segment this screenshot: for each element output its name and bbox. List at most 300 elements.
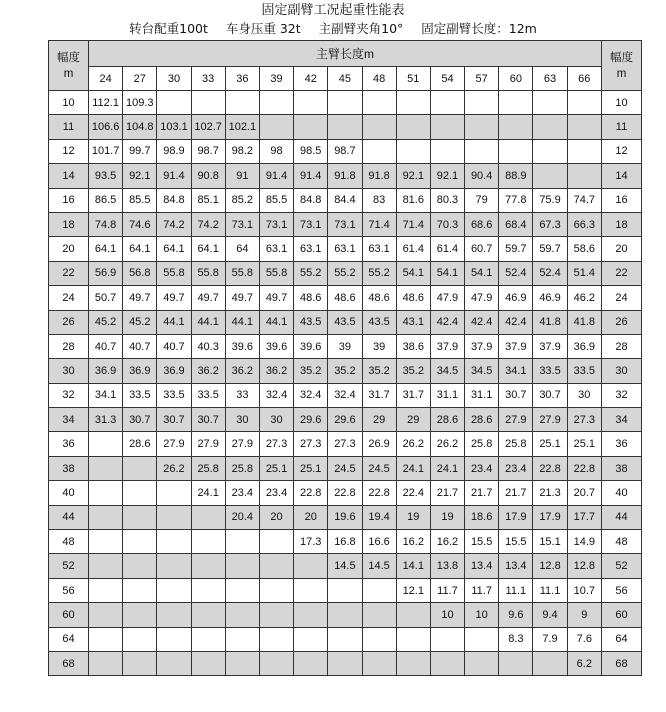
capacity-cell: 40.7 xyxy=(89,334,123,358)
capacity-cell: 29.6 xyxy=(328,408,362,432)
capacity-cell: 15.5 xyxy=(465,530,499,554)
lifting-capacity-table xyxy=(48,40,642,676)
capacity-cell: 32.4 xyxy=(328,383,362,407)
capacity-cell: 13.4 xyxy=(499,554,533,578)
capacity-cell: 16.8 xyxy=(328,530,362,554)
capacity-cell: 63.1 xyxy=(362,237,396,261)
table-row xyxy=(49,310,642,334)
capacity-cell: 37.9 xyxy=(430,334,464,358)
radius-cell-left: 11 xyxy=(49,115,89,139)
boom-length-cell: 42 xyxy=(294,67,328,91)
capacity-cell: 25.1 xyxy=(294,456,328,480)
capacity-cell: 42.4 xyxy=(430,310,464,334)
capacity-cell xyxy=(465,139,499,163)
capacity-cell: 73.1 xyxy=(259,212,293,236)
capacity-cell xyxy=(123,456,157,480)
capacity-cell xyxy=(499,91,533,115)
capacity-cell: 36.9 xyxy=(89,359,123,383)
capacity-cell: 56.8 xyxy=(123,261,157,285)
capacity-cell: 10.7 xyxy=(567,578,601,602)
capacity-cell xyxy=(499,651,533,675)
capacity-cell: 24.1 xyxy=(430,456,464,480)
capacity-cell: 71.4 xyxy=(396,212,430,236)
capacity-cell: 36.9 xyxy=(123,359,157,383)
capacity-cell xyxy=(533,91,567,115)
capacity-cell: 48.6 xyxy=(294,286,328,310)
capacity-cell xyxy=(430,627,464,651)
radius-cell-right: 60 xyxy=(601,603,641,627)
capacity-cell: 55.2 xyxy=(362,261,396,285)
capacity-cell xyxy=(89,432,123,456)
radius-header-left xyxy=(49,41,89,91)
radius-cell-left: 60 xyxy=(49,603,89,627)
capacity-cell: 37.9 xyxy=(533,334,567,358)
capacity-cell: 7.9 xyxy=(533,627,567,651)
capacity-cell xyxy=(157,481,191,505)
capacity-cell xyxy=(396,627,430,651)
radius-cell-left: 24 xyxy=(49,286,89,310)
capacity-cell xyxy=(89,530,123,554)
capacity-cell xyxy=(123,481,157,505)
capacity-cell: 104.8 xyxy=(123,115,157,139)
capacity-cell xyxy=(157,651,191,675)
capacity-cell: 27.3 xyxy=(259,432,293,456)
capacity-cell: 31.7 xyxy=(396,383,430,407)
radius-cell-right: 44 xyxy=(601,505,641,529)
capacity-cell xyxy=(533,651,567,675)
capacity-cell xyxy=(430,91,464,115)
capacity-cell: 46.9 xyxy=(533,286,567,310)
capacity-cell: 20 xyxy=(294,505,328,529)
capacity-cell xyxy=(191,530,225,554)
capacity-cell: 90.8 xyxy=(191,164,225,188)
capacity-cell xyxy=(430,115,464,139)
capacity-cell: 43.5 xyxy=(328,310,362,334)
capacity-cell: 17.3 xyxy=(294,530,328,554)
capacity-cell xyxy=(567,115,601,139)
capacity-cell xyxy=(362,603,396,627)
capacity-cell: 85.2 xyxy=(225,188,259,212)
boom-length-cell: 51 xyxy=(396,67,430,91)
capacity-cell: 64.1 xyxy=(89,237,123,261)
capacity-cell: 59.7 xyxy=(533,237,567,261)
capacity-cell xyxy=(191,554,225,578)
capacity-cell: 54.1 xyxy=(430,261,464,285)
capacity-cell xyxy=(259,603,293,627)
capacity-cell: 35.2 xyxy=(328,359,362,383)
capacity-cell: 11.7 xyxy=(430,578,464,602)
capacity-cell: 25.8 xyxy=(465,432,499,456)
capacity-cell: 46.9 xyxy=(499,286,533,310)
capacity-cell: 60.7 xyxy=(465,237,499,261)
capacity-cell: 9.4 xyxy=(533,603,567,627)
capacity-cell: 24.1 xyxy=(191,481,225,505)
capacity-cell: 10 xyxy=(430,603,464,627)
capacity-cell xyxy=(191,651,225,675)
capacity-cell xyxy=(89,603,123,627)
capacity-cell: 44.1 xyxy=(225,310,259,334)
capacity-cell: 30.7 xyxy=(191,408,225,432)
capacity-cell xyxy=(157,578,191,602)
capacity-cell: 55.2 xyxy=(294,261,328,285)
capacity-cell: 31.1 xyxy=(430,383,464,407)
table-row xyxy=(49,408,642,432)
table-row xyxy=(49,578,642,602)
capacity-cell: 47.9 xyxy=(465,286,499,310)
capacity-cell: 21.7 xyxy=(499,481,533,505)
capacity-cell: 61.4 xyxy=(396,237,430,261)
capacity-cell: 36.2 xyxy=(225,359,259,383)
boom-length-cell: 66 xyxy=(567,67,601,91)
radius-cell-right: 10 xyxy=(601,91,641,115)
capacity-cell xyxy=(191,578,225,602)
capacity-cell: 33.5 xyxy=(157,383,191,407)
body-weight-label: 车身压重 32t xyxy=(225,21,301,36)
capacity-cell xyxy=(123,554,157,578)
table-row xyxy=(49,651,642,675)
capacity-cell: 9 xyxy=(567,603,601,627)
capacity-cell: 28.6 xyxy=(465,408,499,432)
capacity-cell: 17.9 xyxy=(533,505,567,529)
capacity-cell: 8.3 xyxy=(499,627,533,651)
capacity-cell xyxy=(396,91,430,115)
capacity-cell xyxy=(259,554,293,578)
capacity-cell: 74.2 xyxy=(191,212,225,236)
radius-unit-text: m xyxy=(616,67,627,80)
radius-cell-left: 20 xyxy=(49,237,89,261)
table-row xyxy=(49,432,642,456)
capacity-cell: 40.7 xyxy=(157,334,191,358)
capacity-cell xyxy=(89,481,123,505)
radius-cell-left: 12 xyxy=(49,139,89,163)
table-row xyxy=(49,481,642,505)
capacity-cell: 74.2 xyxy=(157,212,191,236)
capacity-cell: 103.1 xyxy=(157,115,191,139)
capacity-cell: 55.8 xyxy=(157,261,191,285)
table-row xyxy=(49,505,642,529)
capacity-cell: 98.9 xyxy=(157,139,191,163)
capacity-cell: 84.4 xyxy=(328,188,362,212)
capacity-cell: 51.4 xyxy=(567,261,601,285)
table-row xyxy=(49,164,642,188)
radius-cell-right: 26 xyxy=(601,310,641,334)
capacity-cell: 45.2 xyxy=(89,310,123,334)
radius-header-right xyxy=(601,41,641,91)
capacity-cell xyxy=(157,627,191,651)
capacity-cell xyxy=(465,627,499,651)
boom-length-header: 主臂长度m xyxy=(89,41,602,67)
capacity-cell: 67.3 xyxy=(533,212,567,236)
capacity-cell: 63.1 xyxy=(294,237,328,261)
capacity-cell: 20 xyxy=(259,505,293,529)
capacity-cell: 22.8 xyxy=(362,481,396,505)
radius-cell-left: 34 xyxy=(49,408,89,432)
radius-cell-right: 34 xyxy=(601,408,641,432)
capacity-cell: 81.6 xyxy=(396,188,430,212)
capacity-cell: 77.8 xyxy=(499,188,533,212)
capacity-cell: 25.8 xyxy=(191,456,225,480)
capacity-cell: 36.9 xyxy=(157,359,191,383)
radius-cell-right: 38 xyxy=(601,456,641,480)
capacity-cell: 64.1 xyxy=(157,237,191,261)
capacity-cell: 34.5 xyxy=(430,359,464,383)
capacity-cell xyxy=(362,651,396,675)
capacity-cell: 19 xyxy=(430,505,464,529)
capacity-cell: 90.4 xyxy=(465,164,499,188)
capacity-cell xyxy=(362,115,396,139)
capacity-cell: 49.7 xyxy=(157,286,191,310)
capacity-cell: 23.4 xyxy=(225,481,259,505)
boom-length-cell: 39 xyxy=(259,67,293,91)
capacity-cell: 43.5 xyxy=(362,310,396,334)
capacity-cell xyxy=(89,578,123,602)
capacity-cell: 18.6 xyxy=(465,505,499,529)
radius-cell-right: 24 xyxy=(601,286,641,310)
capacity-cell xyxy=(225,530,259,554)
counterweight-label: 转台配重100t xyxy=(129,21,208,36)
capacity-cell xyxy=(567,139,601,163)
radius-cell-right: 48 xyxy=(601,530,641,554)
radius-cell-right: 64 xyxy=(601,627,641,651)
capacity-cell: 23.4 xyxy=(499,456,533,480)
radius-header-text: 幅度 xyxy=(609,51,633,64)
capacity-cell: 28.6 xyxy=(430,408,464,432)
radius-cell-right: 40 xyxy=(601,481,641,505)
capacity-cell: 14.5 xyxy=(362,554,396,578)
capacity-cell: 14.1 xyxy=(396,554,430,578)
capacity-cell xyxy=(259,578,293,602)
capacity-cell: 27.3 xyxy=(328,432,362,456)
capacity-cell: 56.9 xyxy=(89,261,123,285)
capacity-cell: 49.7 xyxy=(191,286,225,310)
capacity-cell xyxy=(225,651,259,675)
table-body xyxy=(49,91,642,676)
capacity-cell: 54.1 xyxy=(465,261,499,285)
boom-length-cell: 33 xyxy=(191,67,225,91)
header-row-main xyxy=(49,41,642,67)
capacity-cell xyxy=(362,139,396,163)
capacity-cell: 86.5 xyxy=(89,188,123,212)
capacity-cell: 30.7 xyxy=(499,383,533,407)
capacity-cell xyxy=(533,115,567,139)
capacity-cell xyxy=(191,91,225,115)
capacity-cell xyxy=(123,530,157,554)
capacity-cell: 92.1 xyxy=(123,164,157,188)
capacity-cell: 84.8 xyxy=(157,188,191,212)
capacity-cell: 30 xyxy=(567,383,601,407)
boom-length-row xyxy=(49,67,642,91)
capacity-cell xyxy=(157,505,191,529)
capacity-cell: 25.8 xyxy=(225,456,259,480)
capacity-cell: 55.2 xyxy=(328,261,362,285)
table-row xyxy=(49,139,642,163)
capacity-cell: 29 xyxy=(396,408,430,432)
capacity-cell: 17.7 xyxy=(567,505,601,529)
capacity-cell: 44.1 xyxy=(191,310,225,334)
table-row xyxy=(49,530,642,554)
capacity-cell: 64.1 xyxy=(191,237,225,261)
radius-cell-right: 30 xyxy=(601,359,641,383)
capacity-cell: 92.1 xyxy=(396,164,430,188)
capacity-cell: 12.8 xyxy=(533,554,567,578)
capacity-cell: 25.1 xyxy=(567,432,601,456)
radius-cell-left: 68 xyxy=(49,651,89,675)
capacity-cell: 41.8 xyxy=(533,310,567,334)
capacity-cell: 36.9 xyxy=(567,334,601,358)
capacity-cell xyxy=(362,91,396,115)
capacity-cell xyxy=(89,554,123,578)
capacity-cell: 41.8 xyxy=(567,310,601,334)
capacity-cell: 14.9 xyxy=(567,530,601,554)
capacity-cell xyxy=(328,115,362,139)
capacity-cell xyxy=(294,554,328,578)
radius-cell-right: 14 xyxy=(601,164,641,188)
capacity-cell xyxy=(294,91,328,115)
radius-cell-left: 18 xyxy=(49,212,89,236)
capacity-cell: 19.4 xyxy=(362,505,396,529)
capacity-cell xyxy=(123,627,157,651)
capacity-cell: 33 xyxy=(225,383,259,407)
capacity-cell: 27.9 xyxy=(533,408,567,432)
capacity-cell: 58.6 xyxy=(567,237,601,261)
capacity-cell xyxy=(123,578,157,602)
table-row xyxy=(49,627,642,651)
capacity-cell: 74.6 xyxy=(123,212,157,236)
capacity-cell xyxy=(191,505,225,529)
capacity-cell: 27.9 xyxy=(191,432,225,456)
capacity-cell: 29.6 xyxy=(294,408,328,432)
capacity-cell: 88.9 xyxy=(499,164,533,188)
capacity-cell xyxy=(225,603,259,627)
capacity-cell: 30.7 xyxy=(533,383,567,407)
capacity-cell: 48.6 xyxy=(396,286,430,310)
capacity-cell xyxy=(567,164,601,188)
capacity-cell: 35.2 xyxy=(396,359,430,383)
radius-cell-right: 18 xyxy=(601,212,641,236)
radius-cell-left: 28 xyxy=(49,334,89,358)
capacity-cell: 34.5 xyxy=(465,359,499,383)
capacity-cell xyxy=(89,651,123,675)
capacity-cell: 83 xyxy=(362,188,396,212)
capacity-cell: 44.1 xyxy=(259,310,293,334)
capacity-cell: 22.8 xyxy=(533,456,567,480)
radius-cell-left: 22 xyxy=(49,261,89,285)
capacity-cell xyxy=(191,627,225,651)
capacity-cell: 12.1 xyxy=(396,578,430,602)
capacity-cell: 9.6 xyxy=(499,603,533,627)
capacity-cell: 39 xyxy=(362,334,396,358)
capacity-cell xyxy=(191,603,225,627)
capacity-cell: 22.8 xyxy=(294,481,328,505)
capacity-cell: 32.4 xyxy=(294,383,328,407)
capacity-cell: 75.9 xyxy=(533,188,567,212)
radius-cell-left: 44 xyxy=(49,505,89,529)
capacity-cell: 11.1 xyxy=(499,578,533,602)
capacity-cell: 12.8 xyxy=(567,554,601,578)
capacity-cell: 37.9 xyxy=(465,334,499,358)
capacity-cell: 43.5 xyxy=(294,310,328,334)
capacity-cell: 49.7 xyxy=(259,286,293,310)
capacity-cell: 16.2 xyxy=(396,530,430,554)
capacity-cell xyxy=(294,627,328,651)
boom-length-cell: 54 xyxy=(430,67,464,91)
capacity-cell: 15.1 xyxy=(533,530,567,554)
capacity-cell: 27.9 xyxy=(499,408,533,432)
capacity-cell: 91.8 xyxy=(362,164,396,188)
capacity-cell xyxy=(533,164,567,188)
capacity-cell: 64.1 xyxy=(123,237,157,261)
capacity-cell: 17.9 xyxy=(499,505,533,529)
capacity-cell: 33.5 xyxy=(191,383,225,407)
capacity-cell: 91.4 xyxy=(259,164,293,188)
capacity-cell: 74.8 xyxy=(89,212,123,236)
capacity-cell xyxy=(362,627,396,651)
capacity-cell: 34.1 xyxy=(89,383,123,407)
capacity-cell: 16.6 xyxy=(362,530,396,554)
capacity-cell xyxy=(294,651,328,675)
capacity-cell: 24.5 xyxy=(328,456,362,480)
table-row xyxy=(49,261,642,285)
capacity-cell: 106.6 xyxy=(89,115,123,139)
radius-cell-left: 36 xyxy=(49,432,89,456)
capacity-cell: 47.9 xyxy=(430,286,464,310)
radius-cell-left: 26 xyxy=(49,310,89,334)
capacity-cell: 55.8 xyxy=(225,261,259,285)
table-row xyxy=(49,603,642,627)
boom-length-cell: 48 xyxy=(362,67,396,91)
capacity-cell xyxy=(89,456,123,480)
capacity-cell: 91.4 xyxy=(157,164,191,188)
capacity-cell: 64 xyxy=(225,237,259,261)
capacity-cell xyxy=(396,115,430,139)
capacity-cell: 79 xyxy=(465,188,499,212)
capacity-cell: 39 xyxy=(328,334,362,358)
capacity-cell: 14.5 xyxy=(328,554,362,578)
capacity-cell: 30 xyxy=(259,408,293,432)
capacity-cell: 38.6 xyxy=(396,334,430,358)
capacity-cell: 21.3 xyxy=(533,481,567,505)
boom-jib-angle-label: 主副臂夹角10° xyxy=(318,21,404,36)
capacity-cell: 63.1 xyxy=(328,237,362,261)
capacity-cell: 35.2 xyxy=(362,359,396,383)
capacity-cell: 98.2 xyxy=(225,139,259,163)
radius-cell-right: 28 xyxy=(601,334,641,358)
capacity-cell xyxy=(328,651,362,675)
radius-cell-left: 56 xyxy=(49,578,89,602)
capacity-cell: 39.6 xyxy=(294,334,328,358)
capacity-cell: 25.8 xyxy=(499,432,533,456)
capacity-cell: 109.3 xyxy=(123,91,157,115)
capacity-cell: 15.5 xyxy=(499,530,533,554)
radius-cell-left: 48 xyxy=(49,530,89,554)
capacity-cell: 33.5 xyxy=(567,359,601,383)
capacity-cell: 73.1 xyxy=(225,212,259,236)
capacity-cell xyxy=(225,554,259,578)
radius-cell-left: 64 xyxy=(49,627,89,651)
capacity-cell xyxy=(430,139,464,163)
capacity-cell: 26.2 xyxy=(157,456,191,480)
capacity-cell: 22.4 xyxy=(396,481,430,505)
boom-length-cell: 63 xyxy=(533,67,567,91)
capacity-cell: 11.7 xyxy=(465,578,499,602)
capacity-cell: 40.3 xyxy=(191,334,225,358)
capacity-cell: 48.6 xyxy=(362,286,396,310)
capacity-cell: 98.7 xyxy=(191,139,225,163)
capacity-cell: 37.9 xyxy=(499,334,533,358)
radius-cell-left: 38 xyxy=(49,456,89,480)
capacity-cell: 30.7 xyxy=(123,408,157,432)
capacity-cell: 46.2 xyxy=(567,286,601,310)
